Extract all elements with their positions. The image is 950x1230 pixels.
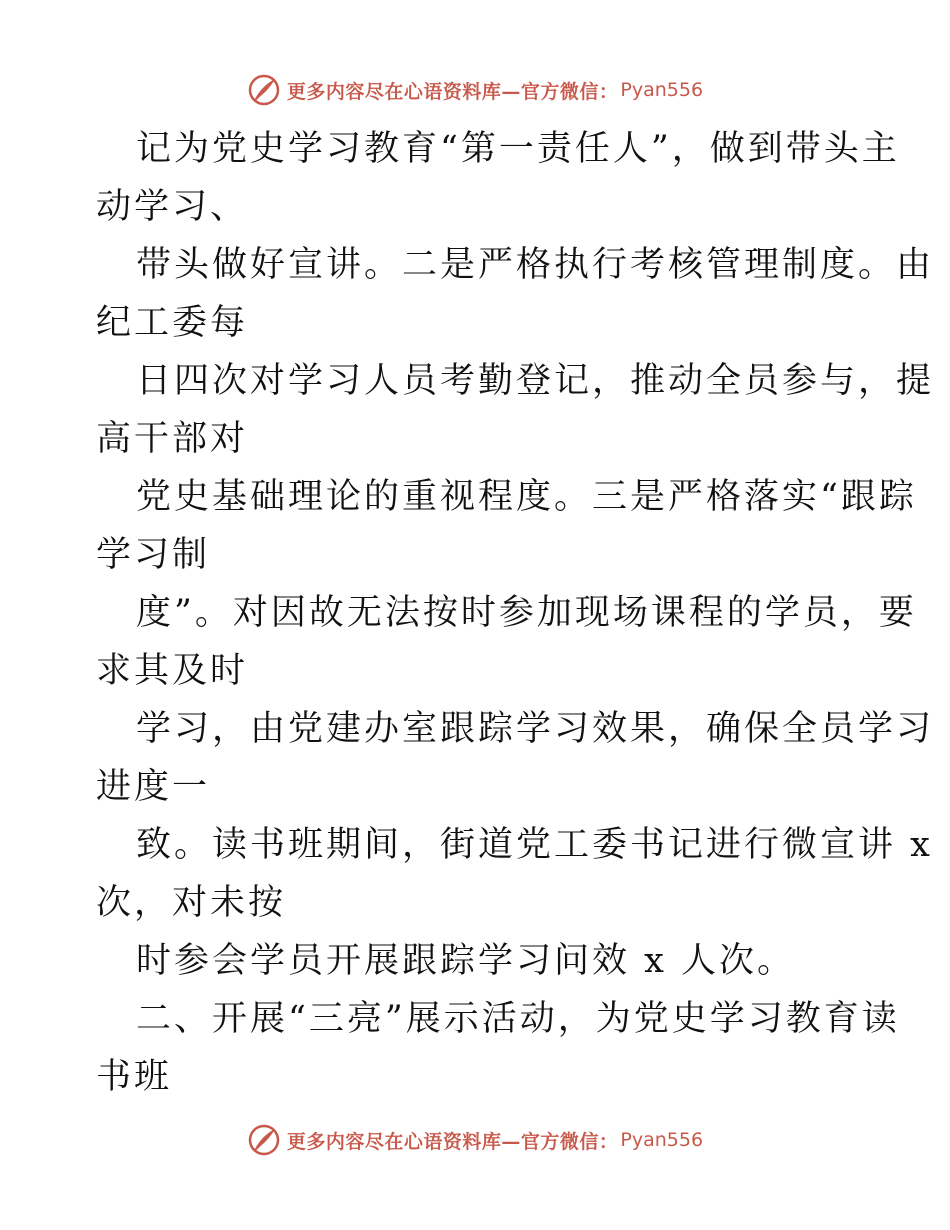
text-line: 书班 (96, 1057, 173, 1097)
header-watermark-banner (0, 70, 950, 110)
text-line: 次，对未按 (96, 883, 287, 923)
footer-wechat-id: Pyan556 (620, 1129, 704, 1151)
text-line: 纪工委每 (96, 303, 249, 343)
text-line: 时参会学员开展跟踪学习问效 x 人次。 (136, 941, 795, 981)
quill-logo-icon (247, 1123, 281, 1157)
text-line: 学习制 (96, 535, 211, 575)
text-line: 党史基础理论的重视程度。三是严格落实“跟踪 (136, 477, 917, 517)
text-line: 动学习、 (96, 187, 249, 227)
document-body (96, 120, 935, 1106)
text-line: 日四次对学习人员考勤登记，推动全员参与，提 (136, 361, 935, 401)
header-wechat-id: Pyan556 (620, 79, 704, 101)
text-line: 记为党史学习教育“第一责任人”，做到带头主 (136, 129, 900, 169)
text-line: 二、开展“三亮”展示活动，为党史学习教育读 (136, 999, 900, 1039)
footer-watermark-banner (0, 1120, 950, 1160)
quill-logo-icon (247, 73, 281, 107)
text-line: 进度一 (96, 767, 211, 807)
text-line: 学习，由党建办室跟踪学习效果，确保全员学习 (136, 709, 935, 749)
text-line: 高干部对 (96, 419, 249, 459)
footer-banner-text: 更多内容尽在心语资料库—官方微信： (286, 1130, 619, 1153)
text-line: 致。读书班期间，街道党工委书记进行微宣讲 x (136, 825, 933, 865)
text-line: 带头做好宣讲。二是严格执行考核管理制度。由 (136, 245, 935, 285)
text-line: 度”。对因故无法按时参加现场课程的学员，要 (136, 593, 917, 633)
text-line: 求其及时 (96, 651, 249, 691)
header-banner-text: 更多内容尽在心语资料库—官方微信： (286, 80, 619, 103)
